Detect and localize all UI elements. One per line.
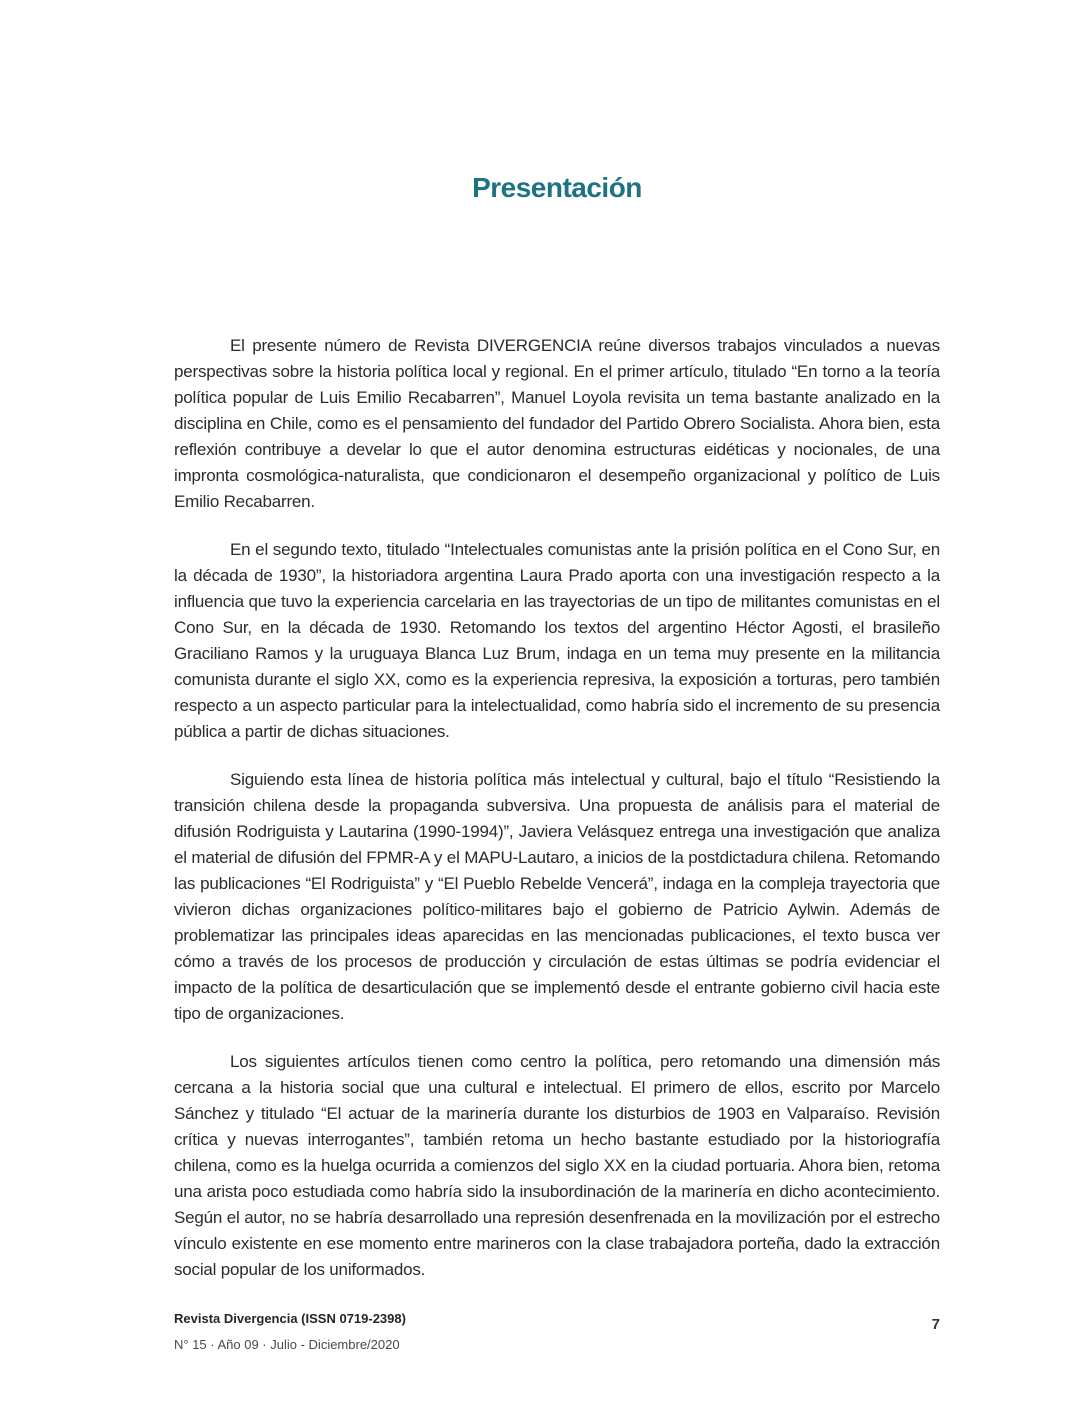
page-footer [174, 1306, 406, 1358]
page-title: Presentación [472, 172, 642, 203]
paragraph: En el segundo texto, titulado “Intelectuales comunistas ante la prisión política en el Cono Sur, en la década de 1930”, la historiadora argentina Laura Prado aporta con una investigación respecto a la influencia que tuvo la experiencia carcelaria en las trayectorias de un tipo de militantes comunistas en el Cono Sur, en la década de 1930. Retomando los textos del argentino Héctor Agosti, el brasileño Graciliano Ramos y la uruguaya Blanca Luz Brum, indaga en un tema muy presente en la militancia comunista durante el siglo XX, como es la experiencia represiva, la exposición a torturas, pero también respecto a un aspecto particular para la intelectualidad, como habría sido el incremento de su presencia pública a partir de dichas situaciones. [174, 540, 940, 741]
paragraph: Siguiendo esta línea de historia política más intelectual y cultural, bajo el título “Resistiendo la transición chilena desde la propaganda subversiva. Una propuesta de análisis para el material de difusión Rodriguista y Lautarina (1990-1994)”, Javiera Velásquez entrega una investigación que analiza el material de difusión del FPMR-A y el MAPU-Lautaro, a inicios de la postdictadura chilena. Retomando las publicaciones “El Rodriguista” y “El Pueblo Rebelde Vencerá”, indaga en la compleja trayectoria que vivieron dichas organizaciones político-militares bajo el gobierno de Patricio Aylwin. Además de problematizar las principales ideas aparecidas en las mencionadas publicaciones, el texto busca ver cómo a través de los procesos de producción y circulación de estas últimas se podría evidenciar el impacto de la política de desarticulación que se implementó desde el entrante gobierno civil hacia este tipo de organizaciones. [174, 770, 940, 1023]
paragraph: Los siguientes artículos tienen como centro la política, pero retomando una dimensión más cercana a la historia social que una cultural e intelectual. El primero de ellos, escrito por Marcelo Sánchez y titulado “El actuar de la marinería durante los disturbios de 1903 en Valparaíso. Revisión crítica y nuevas interrogantes”, también retoma un hecho bastante estudiado por la historiografía chilena, como es la huelga ocurrida a comienzos del siglo XX en la ciudad portuaria. Ahora bien, retoma una arista poco estudiada como habría sido la insubordinación de la marinería en dicho acontecimiento. Según el autor, no se habría desarrollado una represión desenfrenada en la movilización por el estrecho vínculo existente en ese momento entre marineros con la clase trabajadora porteña, dado la extracción social popular de los uniformados. [174, 1052, 940, 1279]
paragraph: El presente número de Revista DIVERGENCIA reúne diversos trabajos vinculados a nuevas perspectivas sobre la historia política local y regional. En el primer artículo, titulado “En torno a la teoría política popular de Luis Emilio Recabarren”, Manuel Loyola revisita un tema bastante analizado en la disciplina en Chile, como es el pensamiento del fundador del Partido Obrero Socialista. Ahora bien, esta reflexión contribuye a develar lo que el autor denomina estructuras eidéticas y nocionales, de una impronta cosmológica-naturalista, que condicionaron el desempeño organizacional y político de Luis Emilio Recabarren. [174, 336, 940, 511]
page-number: 7 [931, 1316, 940, 1333]
footer-issue-info: N° 15 · Año 09 · Julio - Diciembre/2020 [174, 1337, 400, 1352]
footer-journal-title: Revista Divergencia (ISSN 0719-2398) [174, 1311, 406, 1326]
article-body [174, 333, 940, 1305]
